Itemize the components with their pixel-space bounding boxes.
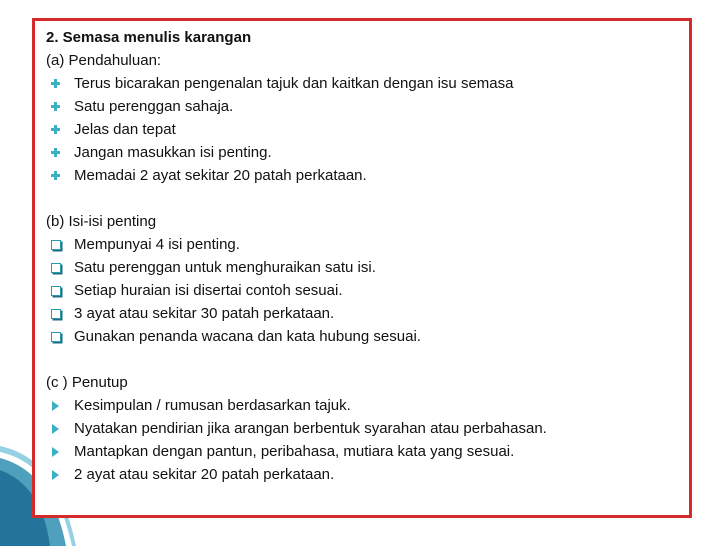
list-item: Satu perenggan sahaja. xyxy=(46,95,686,118)
list-item: Mempunyai 4 isi penting. xyxy=(46,233,686,256)
list-item: Jelas dan tepat xyxy=(46,118,686,141)
document-content xyxy=(46,26,686,486)
section-title-isi-penting: (b) Isi-isi penting xyxy=(46,213,157,230)
list-item: Memadai 2 ayat sekitar 20 patah perkataan. xyxy=(46,164,686,187)
arrow-bullet-icon xyxy=(52,424,59,434)
square-bullet-icon xyxy=(51,240,61,250)
diamond-bullet-icon xyxy=(51,125,60,134)
diamond-bullet-icon xyxy=(51,171,60,180)
arrow-bullet-icon xyxy=(52,470,59,480)
arrow-bullet-icon xyxy=(52,401,59,411)
page-heading: 2. Semasa menulis karangan xyxy=(46,29,252,46)
square-bullet-icon xyxy=(51,263,61,273)
section-title-penutup: (c ) Penutup xyxy=(46,374,128,391)
list-item: Gunakan penanda wacana dan kata hubung sesuai. xyxy=(46,325,686,348)
list-item: 3 ayat atau sekitar 30 patah perkataan. xyxy=(46,302,686,325)
list-item: Mantapkan dengan pantun, peribahasa, mutiara kata yang sesuai. xyxy=(46,440,686,463)
section-title-pendahuluan: (a) Pendahuluan: xyxy=(46,52,162,69)
diamond-bullet-icon xyxy=(51,148,60,157)
square-bullet-icon xyxy=(51,332,61,342)
list-item: Satu perenggan untuk menghuraikan satu isi. xyxy=(46,256,686,279)
list-item: 2 ayat atau sekitar 20 patah perkataan. xyxy=(46,463,686,486)
square-bullet-icon xyxy=(51,286,61,296)
diamond-bullet-icon xyxy=(51,102,60,111)
arrow-bullet-icon xyxy=(52,447,59,457)
list-item: Jangan masukkan isi penting. xyxy=(46,141,686,164)
list-item: Terus bicarakan pengenalan tajuk dan kaitkan dengan isu semasa xyxy=(46,72,686,95)
square-bullet-icon xyxy=(51,309,61,319)
list-item: Setiap huraian isi disertai contoh sesuai. xyxy=(46,279,686,302)
list-item: Kesimpulan / rumusan berdasarkan tajuk. xyxy=(46,394,686,417)
diamond-bullet-icon xyxy=(51,79,60,88)
list-item: Nyatakan pendirian jika arangan berbentuk syarahan atau perbahasan. xyxy=(46,417,686,440)
